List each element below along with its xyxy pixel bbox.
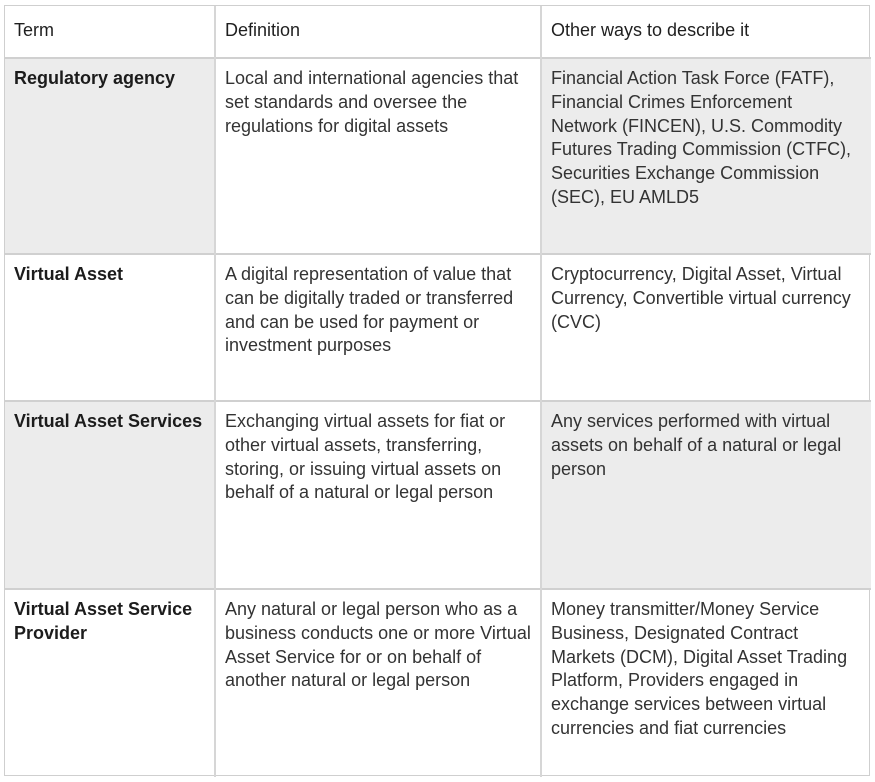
header-definition: Definition xyxy=(215,6,541,58)
definition-cell: A digital representation of value that can be digitally traded or transferred and can be used for payment or investment purposes xyxy=(215,254,541,401)
header-term: Term xyxy=(14,20,54,40)
term-cell: Virtual Asset Services xyxy=(5,401,215,589)
table-row xyxy=(5,589,871,777)
terms-table-container xyxy=(4,5,870,776)
table-row xyxy=(5,58,871,254)
table-row xyxy=(5,401,871,589)
other-ways-cell: Cryptocurrency, Digital Asset, Virtual Currency, Convertible virtual currency (CVC) xyxy=(541,254,871,401)
definition-cell: Any natural or legal person who as a business conducts one or more Virtual Asset Service for or on behalf of another natural or legal person xyxy=(215,589,541,777)
definition-cell: Exchanging virtual assets for fiat or other virtual assets, transferring, storing, or issuing virtual assets on behalf of a natural or legal person xyxy=(215,401,541,589)
other-ways-cell: Any services performed with virtual assets on behalf of a natural or legal person xyxy=(541,401,871,589)
terms-table xyxy=(5,6,871,777)
header-other-ways: Other ways to describe it xyxy=(541,6,871,58)
term-cell: Virtual Asset xyxy=(5,254,215,401)
table-row xyxy=(5,254,871,401)
other-ways-cell: Financial Action Task Force (FATF), Financial Crimes Enforcement Network (FINCEN), U.S. Commodity Futures Trading Commission (CTFC), Securities Exchange Commission (SEC), EU AMLD5 xyxy=(541,58,871,254)
other-ways-cell: Money transmitter/Money Service Business, Designated Contract Markets (DCM), Digital Asset Trading Platform, Providers engaged in exchange services between virtual currencies and fiat currencies xyxy=(541,589,871,777)
term-cell: Virtual Asset Service Provider xyxy=(5,589,215,777)
table-header-row xyxy=(5,6,871,58)
definition-cell: Local and international agencies that set standards and oversee the regulations for digital assets xyxy=(215,58,541,254)
term-cell: Regulatory agency xyxy=(5,58,215,254)
